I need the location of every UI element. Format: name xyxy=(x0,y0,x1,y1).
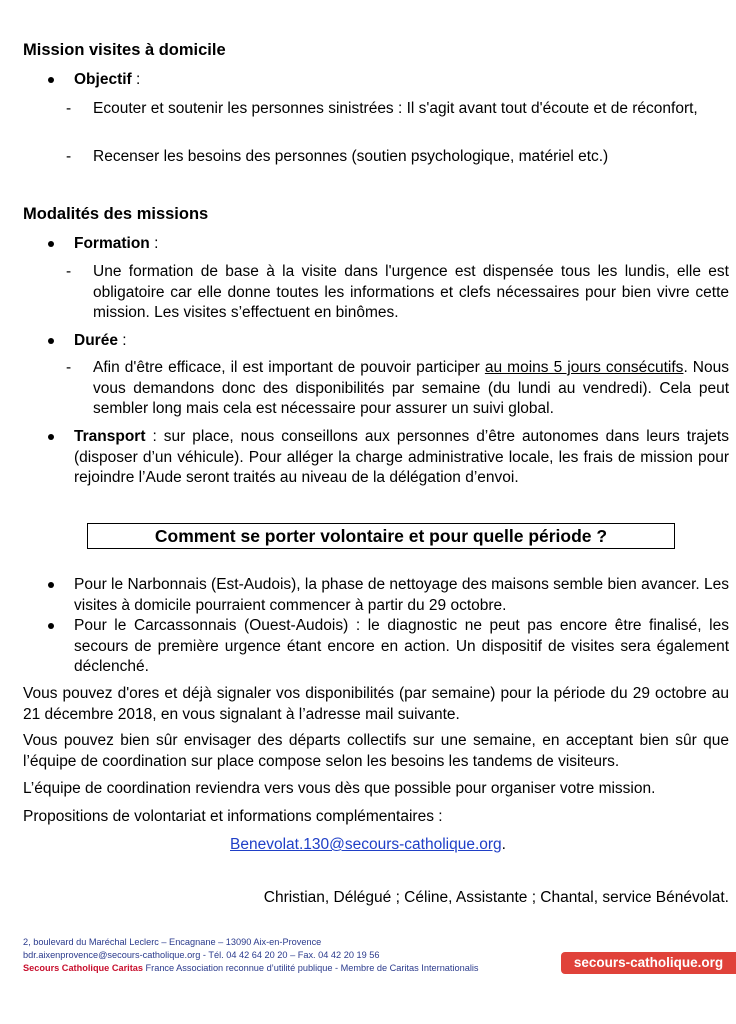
secours-catholique-logo[interactable]: secours-catholique.org xyxy=(561,952,736,974)
objectif-item-2: Recenser les besoins des personnes (soutien psychologique, matériel etc.) xyxy=(93,148,609,165)
formation-heading xyxy=(74,234,158,254)
para-coordination: L’équipe de coordination reviendra vers vous dès que possible pour organiser votre mission. xyxy=(23,780,656,797)
carcassonnais-bullet: Pour le Carcassonnais (Ouest-Audois) : le diagnostic ne peut pas encore être finalisé, les secours de première urgence étant encore en action. Un dispositif de visites sera également déclenché. xyxy=(74,617,729,675)
mission-title: Mission visites à domicile xyxy=(23,41,226,59)
formation-text: Une formation de base à la visite dans l'urgence est dispensée tous les lundis, elle est obligatoire car elle donne toutes les informations et clefs nécessaires pour bien vivre cette mission. Les visites s’effectuent en binômes. xyxy=(93,263,729,321)
duree-underlined: au moins 5 jours consécutifs xyxy=(484,359,684,376)
bullet-icon xyxy=(48,623,54,629)
bullet-icon xyxy=(48,77,54,83)
para-propositions: Propositions de volontariat et informations complémentaires : xyxy=(23,808,443,825)
bullet-icon xyxy=(48,241,54,247)
para-disponibilites: Vous pouvez d'ores et déjà signaler vos disponibilités (par semaine) pour la période du 29 octobre au 21 décembre 2018, en vous signalant à l’adresse mail suivante. xyxy=(23,685,729,723)
modalites-title: Modalités des missions xyxy=(23,205,209,223)
duree-label: Durée xyxy=(74,332,118,349)
footer-contact: bdr.aixenprovence@secours-catholique.org - Tél. 04 42 64 20 20 – Fax. 04 42 20 19 56 xyxy=(23,950,380,960)
para-departs-collectifs: Vous pouvez bien sûr envisager des départs collectifs sur une semaine, en acceptant bien sûr que l’équipe de coordination sur place compose selon les besoins les tandems de visiteurs. xyxy=(23,732,729,770)
footer-association-text: France Association reconnue d’utilité publique - Membre de Caritas Internationalis xyxy=(142,963,479,973)
dash-marker: - xyxy=(66,148,72,165)
volontaire-box-title: Comment se porter volontaire et pour quelle période ? xyxy=(87,523,675,549)
transport-text xyxy=(74,427,729,489)
dash-marker: - xyxy=(66,263,72,280)
bullet-icon xyxy=(48,434,54,440)
footer-address: 2, boulevard du Maréchal Leclerc – Encagnane – 13090 Aix-en-Provence xyxy=(23,937,322,947)
email-period: . xyxy=(501,836,506,853)
duree-colon: : xyxy=(117,332,127,349)
duree-heading xyxy=(74,331,127,351)
bullet-icon xyxy=(48,582,54,588)
formation-label: Formation xyxy=(74,235,150,252)
objectif-heading xyxy=(74,70,140,90)
email-link[interactable]: Benevolat.130@secours-catholique.org xyxy=(230,836,502,853)
transport-body: : sur place, nous conseillons aux personnes d’être autonomes dans leurs trajets (disposer d’un véhicule). Pour alléger la charge administrative locale, les frais de mission pour rejoindre l’Aude seront traités au niveau de la délégation d’envoi. xyxy=(74,428,729,486)
objectif-colon: : xyxy=(131,71,141,88)
dash-marker: - xyxy=(66,100,72,117)
signature: Christian, Délégué ; Céline, Assistante ; Chantal, service Bénévolat. xyxy=(263,889,729,906)
duree-text xyxy=(93,358,729,420)
dash-marker: - xyxy=(66,359,72,376)
duree-text-end: . Nous vous demandons donc des disponibilités par semaine (du lundi au vendredi). Cela peut sembler long mais cela est nécessaire pour assurer un suivi global. xyxy=(93,359,729,417)
objectif-label: Objectif xyxy=(74,71,132,88)
narbonnais-bullet: Pour le Narbonnais (Est-Audois), la phase de nettoyage des maisons semble bien avancer. Les visites à domicile pourraient commencer à partir du 29 octobre. xyxy=(74,576,729,614)
objectif-item-1: Ecouter et soutenir les personnes sinistrées : Il s'agit avant tout d'écoute et de réconfort, xyxy=(93,100,698,117)
footer-association xyxy=(23,962,479,975)
duree-text-start: Afin d'être efficace, il est important de pouvoir participer xyxy=(93,359,485,376)
footer-brand: Secours Catholique Caritas xyxy=(23,963,143,973)
bullet-icon xyxy=(48,338,54,344)
email-line xyxy=(0,835,736,856)
formation-colon: : xyxy=(149,235,159,252)
transport-label: Transport xyxy=(74,428,146,445)
